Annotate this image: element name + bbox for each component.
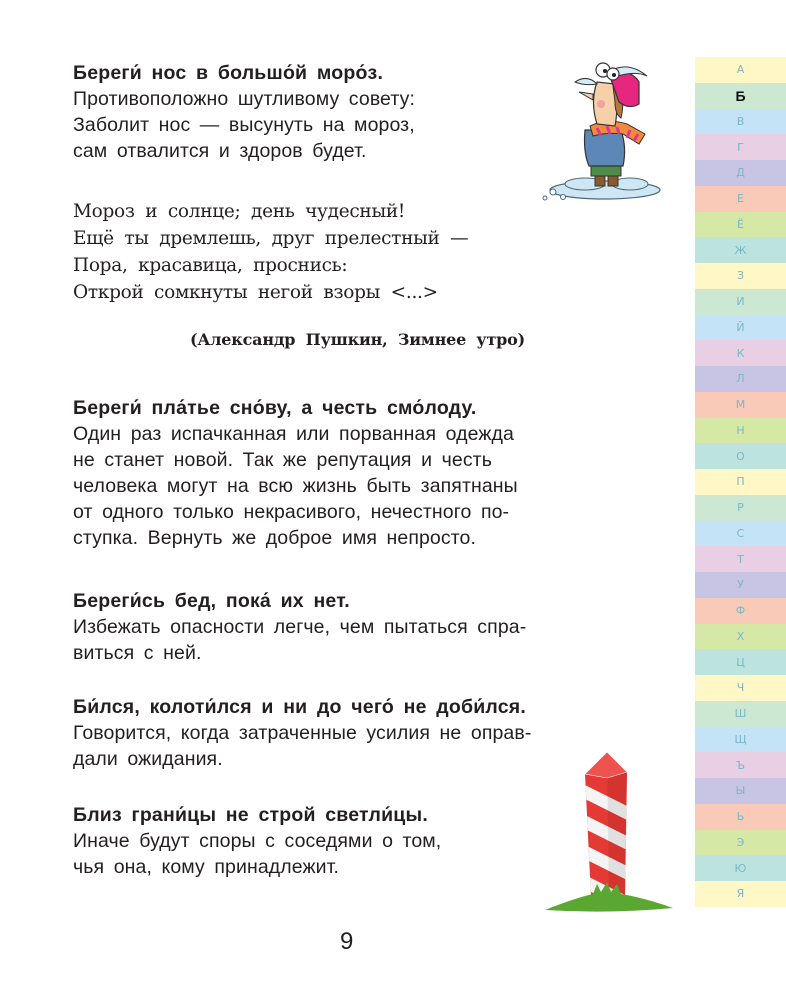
proverb-explanation (73, 720, 531, 772)
alphabet-tab-12[interactable]: К (695, 340, 786, 366)
poem-line: Мороз и солнце; день чудесный! (73, 201, 406, 222)
alphabet-tab-7[interactable]: Ё (695, 212, 786, 238)
alphabet-tab-20[interactable]: Т (695, 546, 786, 572)
proverb-entry (73, 395, 518, 551)
alphabet-tab-23[interactable]: Х (695, 624, 786, 650)
proverb-explanation (73, 614, 526, 666)
alphabet-tab-15[interactable]: Н (695, 418, 786, 444)
alphabet-tab-29[interactable]: Ы (695, 778, 786, 804)
alphabet-tab-13[interactable]: Л (695, 366, 786, 392)
alphabet-tab-8[interactable]: Ж (695, 237, 786, 263)
alphabet-tab-28[interactable]: Ъ (695, 752, 786, 778)
text-line: Избежать опасности легче, чем пытаться спра- (73, 616, 527, 638)
alphabet-tab-3[interactable]: В (695, 109, 786, 135)
text-line: ступка. Вернуть же доброе имя непросто. (73, 527, 476, 549)
proverb-entry (73, 802, 441, 880)
alphabet-tab-18[interactable]: Р (695, 495, 786, 521)
proverb-explanation (73, 421, 518, 551)
alphabet-tab-9[interactable]: З (695, 263, 786, 289)
proverb-entry (73, 694, 531, 772)
alphabet-index (695, 57, 786, 907)
alphabet-tab-16[interactable]: О (695, 443, 786, 469)
alphabet-tab-2[interactable]: Б (695, 83, 786, 109)
proverb-title: Береги́ нос в большо́й моро́з. (73, 62, 384, 84)
alphabet-tab-26[interactable]: Ш (695, 701, 786, 727)
text-line: Заболит нос — высунуть на мороз, (73, 114, 415, 136)
alphabet-tab-31[interactable]: Э (695, 830, 786, 856)
text-line: Иначе будут споры с соседями о том, (73, 830, 442, 852)
page-number: 9 (340, 928, 354, 955)
alphabet-tab-30[interactable]: Ь (695, 804, 786, 830)
proverb-title: Близ грани́цы не строй светли́цы. (73, 804, 428, 826)
text-line: человека могут на всю жизнь быть запятнаны (73, 475, 518, 497)
text-line: от одного только некрасивого, нечестного по- (73, 501, 510, 523)
text-line: сам отвалится и здоров будет. (73, 140, 367, 162)
proverb-entry (73, 588, 526, 666)
alphabet-tab-25[interactable]: Ч (695, 675, 786, 701)
proverb-title: Би́лся, колоти́лся и ни до чего́ не доби́лся. (73, 696, 526, 718)
alphabet-tab-1[interactable]: А (695, 57, 786, 83)
alphabet-tab-17[interactable]: П (695, 469, 786, 495)
alphabet-tab-21[interactable]: У (695, 572, 786, 598)
text-line: чья она, кому принадлежит. (73, 856, 339, 878)
text-line: Противоположно шутливому совету: (73, 88, 415, 110)
poem-quote (73, 198, 468, 306)
alphabet-tab-19[interactable]: С (695, 521, 786, 547)
text-line: не станет новой. Так же репутация и честь (73, 449, 492, 471)
alphabet-tab-22[interactable]: Ф (695, 598, 786, 624)
poem-line: Открой сомкнуты негой взоры <...> (73, 282, 438, 303)
proverb-explanation (73, 828, 441, 880)
proverb-explanation (73, 86, 415, 164)
proverb-entry (73, 60, 415, 164)
alphabet-tab-27[interactable]: Щ (695, 727, 786, 753)
alphabet-tab-4[interactable]: Г (695, 134, 786, 160)
alphabet-tab-5[interactable]: Д (695, 160, 786, 186)
text-line: виться с ней. (73, 642, 202, 664)
alphabet-tab-11[interactable]: Й (695, 315, 786, 341)
freezing-person-illustration (535, 52, 675, 202)
text-line: Говорится, когда затраченные усилия не оправ- (73, 722, 532, 744)
poem-line: Пора, красавица, проснись: (73, 255, 348, 276)
poem-citation: (Александр Пушкин, Зимнее утро) (190, 330, 526, 349)
poem-line: Ещё ты дремлешь, друг прелестный — (73, 228, 469, 249)
text-line: дали ожидания. (73, 748, 223, 770)
border-post-illustration (545, 752, 675, 912)
proverb-title: Береги́сь бед, пока́ их нет. (73, 590, 350, 612)
alphabet-tab-10[interactable]: И (695, 289, 786, 315)
proverb-title: Береги́ пла́тье сно́ву, а честь смо́лоду. (73, 397, 477, 419)
alphabet-tab-32[interactable]: Ю (695, 855, 786, 881)
alphabet-tab-24[interactable]: Ц (695, 649, 786, 675)
alphabet-tab-33[interactable]: Я (695, 881, 786, 907)
alphabet-tab-14[interactable]: М (695, 392, 786, 418)
text-line: Один раз испачканная или порванная одежда (73, 423, 514, 445)
alphabet-tab-6[interactable]: Е (695, 186, 786, 212)
